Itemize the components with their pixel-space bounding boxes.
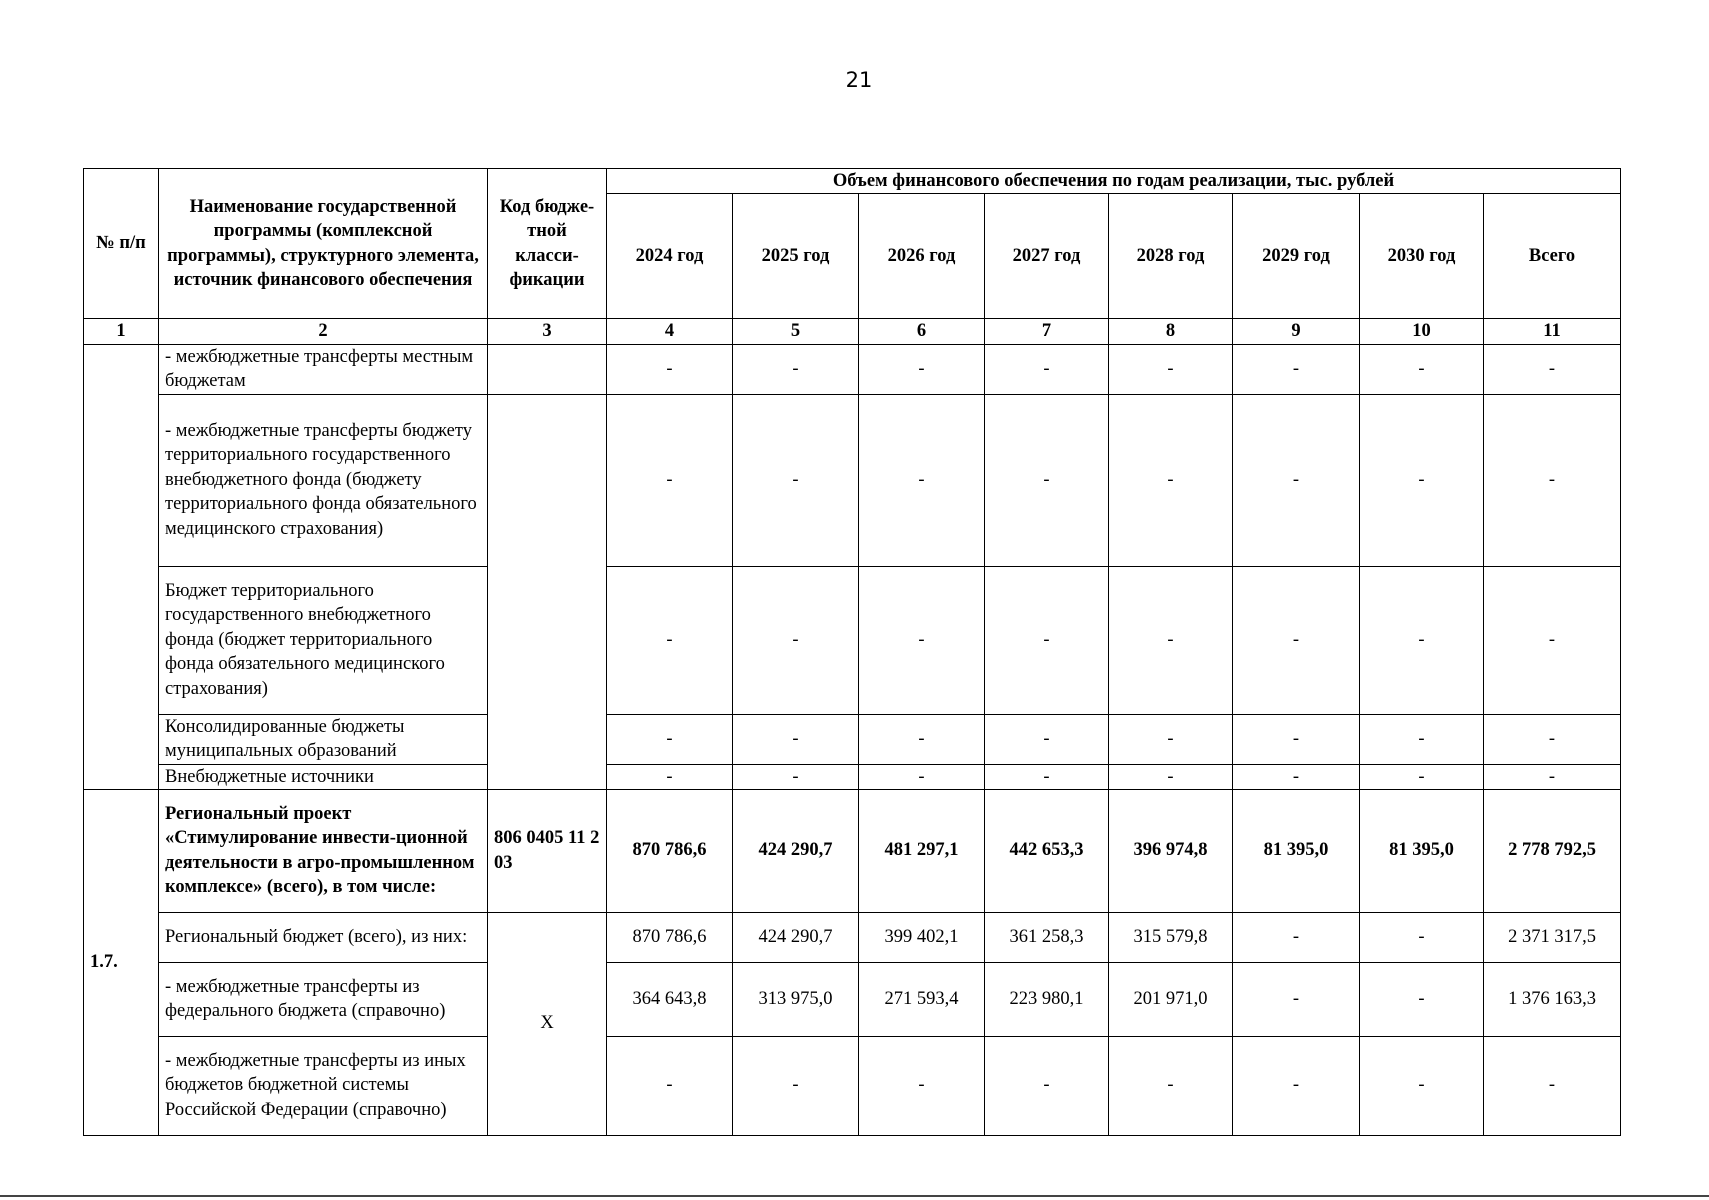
table-row: [84, 394, 1621, 566]
row-value: -: [1360, 912, 1484, 962]
column-number: 9: [1233, 319, 1360, 345]
row-value: -: [1484, 566, 1621, 714]
header-year: 2029 год: [1233, 194, 1360, 319]
row-value: -: [1109, 566, 1233, 714]
column-number: 5: [733, 319, 859, 345]
row-value: -: [607, 764, 733, 789]
column-number: 6: [859, 319, 985, 345]
row-value: -: [607, 344, 733, 394]
table-row: [84, 714, 1621, 764]
row-value: -: [859, 566, 985, 714]
row-value: -: [985, 394, 1109, 566]
column-number: 11: [1484, 319, 1621, 345]
row-value: -: [733, 566, 859, 714]
row-value: -: [1484, 714, 1621, 764]
row-value: -: [607, 1036, 733, 1135]
row-value: -: [859, 344, 985, 394]
row-value: -: [1484, 764, 1621, 789]
row-code-cell: [488, 344, 607, 394]
header-col-num: № п/п: [84, 169, 159, 319]
row-value: 223 980,1: [985, 962, 1109, 1036]
row-value: -: [733, 714, 859, 764]
column-number-row: [84, 319, 1621, 345]
row-value: -: [1109, 344, 1233, 394]
financing-table: [83, 168, 1621, 1136]
row-code-cell: [488, 394, 607, 789]
row-number: 1.7.: [84, 789, 159, 1135]
row-value: -: [1360, 1036, 1484, 1135]
row-value: 81 395,0: [1360, 789, 1484, 912]
row-name: - межбюджетные трансферты местным бюджетам: [159, 344, 488, 394]
header-year: 2028 год: [1109, 194, 1233, 319]
table-row: [84, 912, 1621, 962]
row-value: 2 371 317,5: [1484, 912, 1621, 962]
row-name: Бюджет территориального государственного внебюджетного фонда (бюджет территориального фонда обязательного медицинского страхования): [159, 566, 488, 714]
row-name: - межбюджетные трансферты из федерального бюджета (справочно): [159, 962, 488, 1036]
header-year: 2027 год: [985, 194, 1109, 319]
header-row-1: [84, 169, 1621, 194]
row-value: -: [1484, 1036, 1621, 1135]
column-number: 4: [607, 319, 733, 345]
row-value: -: [1109, 1036, 1233, 1135]
row-value: -: [607, 714, 733, 764]
row-name: - межбюджетные трансферты бюджету территориального государственного внебюджетного фонда (бюджету территориального фонда обязательного медицинского страхования): [159, 394, 488, 566]
row-value: 2 778 792,5: [1484, 789, 1621, 912]
table-row: [84, 962, 1621, 1036]
row-value: -: [1233, 764, 1360, 789]
row-value: -: [733, 344, 859, 394]
header-total: Всего: [1484, 194, 1621, 319]
row-value: -: [607, 566, 733, 714]
column-number: 8: [1109, 319, 1233, 345]
column-number: 10: [1360, 319, 1484, 345]
row-value: -: [1233, 1036, 1360, 1135]
row-value: -: [985, 764, 1109, 789]
header-year: 2024 год: [607, 194, 733, 319]
table-row: [84, 566, 1621, 714]
header-year: 2030 год: [1360, 194, 1484, 319]
header-year: 2026 год: [859, 194, 985, 319]
row-value: 271 593,4: [859, 962, 985, 1036]
row-value: -: [985, 1036, 1109, 1135]
row-value: -: [1360, 962, 1484, 1036]
row-value: 396 974,8: [1109, 789, 1233, 912]
row-code: 806 0405 11 2 03: [488, 789, 607, 912]
table-row: [84, 344, 1621, 394]
row-value: 870 786,6: [607, 789, 733, 912]
row-value: -: [1360, 714, 1484, 764]
row-value: 424 290,7: [733, 912, 859, 962]
row-value: 870 786,6: [607, 912, 733, 962]
row-value: -: [1233, 962, 1360, 1036]
column-number: 3: [488, 319, 607, 345]
page-bottom-edge: [0, 1195, 1709, 1197]
row-value: -: [1109, 714, 1233, 764]
row-value: -: [607, 394, 733, 566]
row-value: -: [985, 714, 1109, 764]
row-value: -: [1109, 394, 1233, 566]
row-value: -: [1233, 344, 1360, 394]
row-value: 481 297,1: [859, 789, 985, 912]
row-value: -: [1484, 344, 1621, 394]
row-value: -: [1360, 764, 1484, 789]
row-name: - межбюджетные трансферты из иных бюджетов бюджетной системы Российской Федерации (справочно): [159, 1036, 488, 1135]
header-col-name: Наименование государственной программы (комплексной программы), структурного элемента, источник финансового обеспечения: [159, 169, 488, 319]
row-value: -: [1360, 344, 1484, 394]
row-value: 313 975,0: [733, 962, 859, 1036]
row-value: -: [733, 1036, 859, 1135]
row-value: -: [985, 566, 1109, 714]
row-value: -: [1233, 566, 1360, 714]
row-value: 361 258,3: [985, 912, 1109, 962]
row-value: -: [1233, 912, 1360, 962]
table-row: [84, 764, 1621, 789]
row-number-cell: [84, 344, 159, 789]
row-value: -: [1484, 394, 1621, 566]
row-code: X: [488, 912, 607, 1135]
table-row-project: [84, 789, 1621, 912]
row-value: 1 376 163,3: [1484, 962, 1621, 1036]
row-name: Консолидированные бюджеты муниципальных образований: [159, 714, 488, 764]
column-number: 2: [159, 319, 488, 345]
row-value: -: [859, 714, 985, 764]
header-col-volume: Объем финансового обеспечения по годам реализации, тыс. рублей: [607, 169, 1621, 194]
table-row: [84, 1036, 1621, 1135]
row-value: -: [859, 764, 985, 789]
row-value: -: [733, 394, 859, 566]
row-value: -: [1233, 394, 1360, 566]
row-name: Внебюджетные источники: [159, 764, 488, 789]
row-value: 364 643,8: [607, 962, 733, 1036]
row-value: 424 290,7: [733, 789, 859, 912]
row-value: 201 971,0: [1109, 962, 1233, 1036]
row-value: -: [859, 1036, 985, 1135]
row-value: -: [1360, 566, 1484, 714]
row-value: 81 395,0: [1233, 789, 1360, 912]
column-number: 1: [84, 319, 159, 345]
row-value: -: [1233, 714, 1360, 764]
row-value: 399 402,1: [859, 912, 985, 962]
column-number: 7: [985, 319, 1109, 345]
row-value: -: [1109, 764, 1233, 789]
header-col-code: Код бюдже-тной класси-фикации: [488, 169, 607, 319]
row-name: Региональный бюджет (всего), из них:: [159, 912, 488, 962]
page-number: 21: [845, 68, 873, 92]
header-year: 2025 год: [733, 194, 859, 319]
row-value: -: [733, 764, 859, 789]
row-value: -: [985, 344, 1109, 394]
row-name: Региональный проект «Стимулирование инвести-ционной деятельности в агро-промышленном комплексе» (всего), в том числе:: [159, 789, 488, 912]
row-value: 442 653,3: [985, 789, 1109, 912]
row-value: -: [1360, 394, 1484, 566]
row-value: 315 579,8: [1109, 912, 1233, 962]
row-value: -: [859, 394, 985, 566]
